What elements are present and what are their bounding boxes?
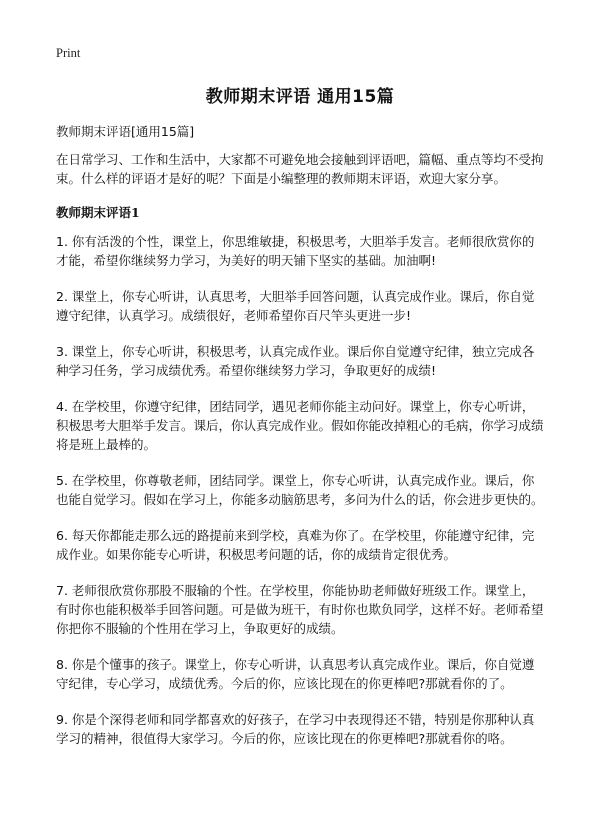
print-link[interactable]: Print — [56, 46, 81, 60]
list-item: 8. 你是个懂事的孩子。课堂上，你专心听讲，认真思考认真完成作业。课后，你自觉遵守纪律，专心学习，成绩优秀。今后的你，应该比现在的你更棒吧?那就看你的了。 — [56, 657, 535, 691]
list-item: 4. 在学校里，你遵守纪律，团结同学，遇见老师你能主动问好。课堂上，你专心听讲，积极思考大胆举手发言。课后，你认真完成作业。假如你能改掉粗心的毛病，你学习成绩将是班上最棒的。 — [56, 399, 544, 452]
list-item: 7. 老师很欣赏你那股不服输的个性。在学校里，你能协助老师做好班级工作。课堂上，有时你也能积极举手回答问题。可是做为班干，有时你也欺负同学，这样不好。老师希望你把你不服输的个性用在学习上，争取更好的成绩。 — [56, 583, 544, 636]
list-item: 6. 每天你都能走那么远的路提前来到学校，真难为你了。在学校里，你能遵守纪律，完成作业。如果你能专心听讲，积极思考问题的话，你的成绩肯定很优秀。 — [56, 528, 535, 562]
list-item: 9. 你是个深得老师和同学都喜欢的好孩子，在学习中表现得还不错，特别是你那种认真学习的精神，很值得大家学习。今后的你，应该比现在的你更棒吧?那就看你的咯。 — [56, 712, 535, 746]
intro-paragraph: 在日常学习、工作和生活中，大家都不可避免地会接触到评语吧，篇幅、重点等均不受拘束。什么样的评语才是好的呢？下面是小编整理的教师期末评语，欢迎大家分享。 — [56, 152, 544, 186]
list-item: 1. 你有活泼的个性，课堂上，你思维敏捷，积极思考，大胆举手发言。老师很欣赏你的才能，希望你继续努力学习，为美好的明天铺下坚实的基础。加油啊! — [56, 234, 535, 268]
section-heading: 教师期末评语1 — [56, 205, 140, 220]
document-body — [56, 150, 546, 765]
list-item: 2. 课堂上，你专心听讲，认真思考，大胆举手回答问题，认真完成作业。课后，你自觉遵守纪律，认真学习。成绩很好，老师希望你百尺竿头更进一步! — [56, 289, 535, 323]
list-item: 5. 在学校里，你尊敬老师，团结同学。课堂上，你专心听讲，认真完成作业。课后，你也能自觉学习。假如在学习上，你能多动脑筋思考，多问为什么的话，你会进步更快的。 — [56, 473, 544, 507]
document-subtitle: 教师期末评语[通用15篇] — [56, 124, 195, 139]
page-title: 教师期末评语 通用15篇 — [205, 87, 395, 107]
list-item: 3. 课堂上，你专心听讲，积极思考，认真完成作业。课后你自觉遵守纪律，独立完成各种学习任务，学习成绩优秀。希望你继续努力学习，争取更好的成绩! — [56, 344, 535, 378]
